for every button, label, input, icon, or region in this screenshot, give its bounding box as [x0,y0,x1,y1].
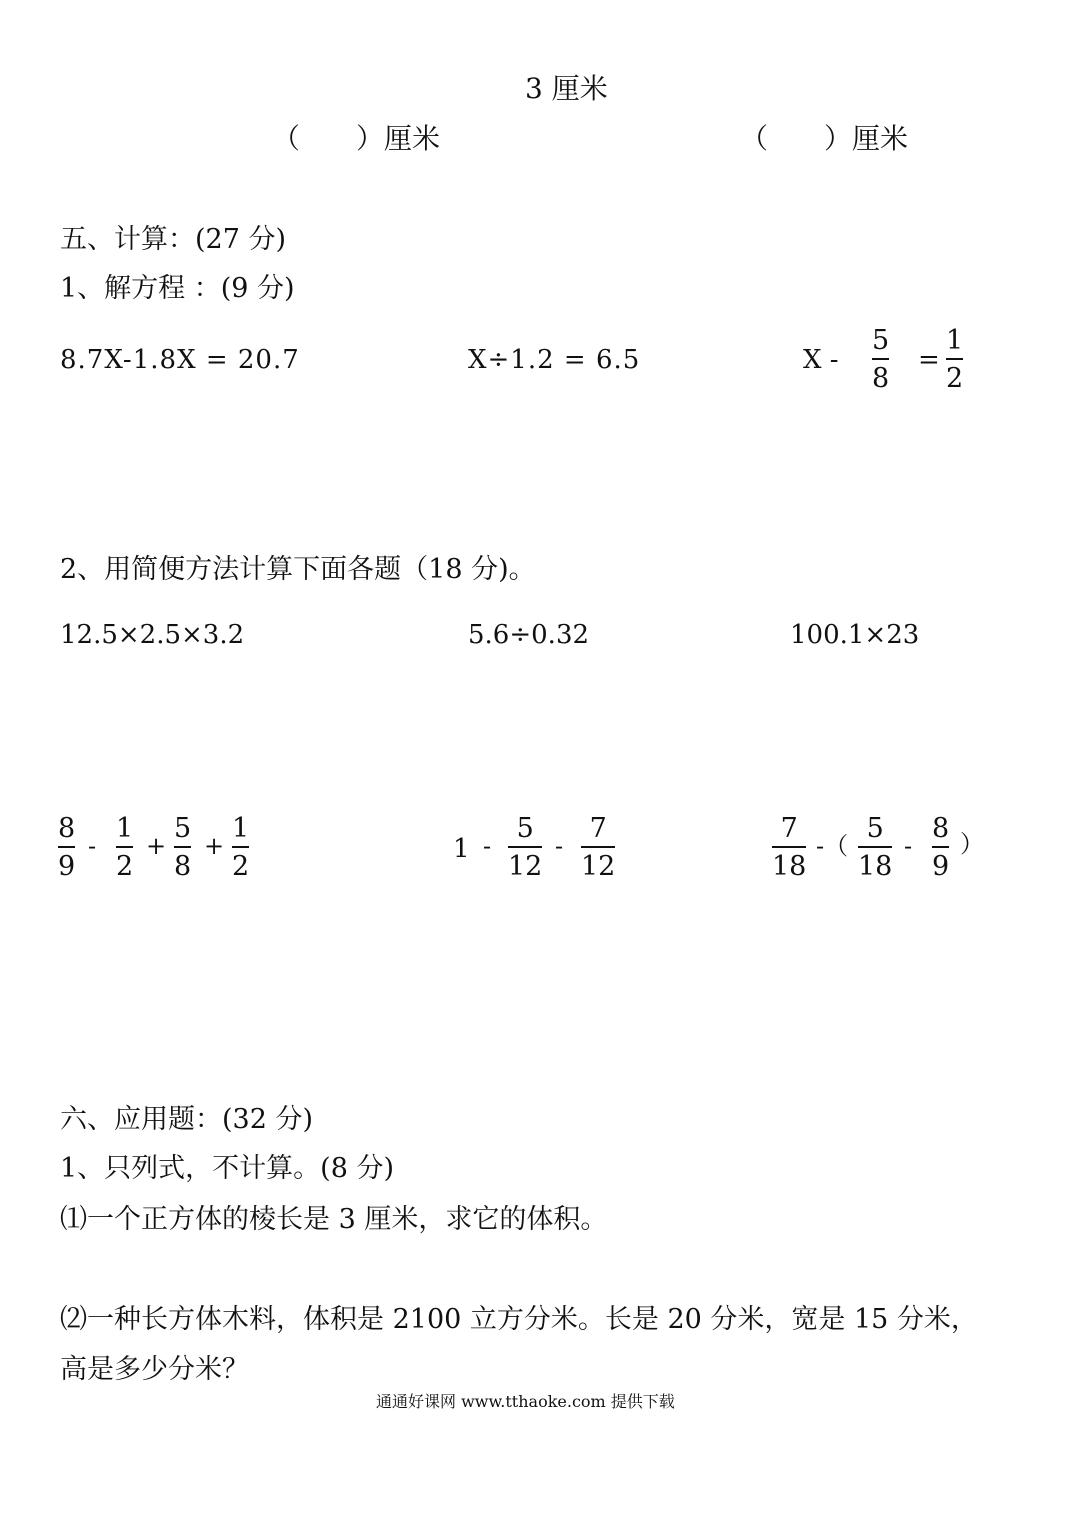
operator: -（ [816,832,849,860]
problem-1: ⑴一个正方体的棱长是 3 厘米，求它的体积。 [60,1204,608,1235]
fraction [232,815,249,880]
calc-3: 100.1×23 [790,620,920,650]
denominator: 18 [772,851,807,882]
operator: + [204,832,225,860]
leading-number: 1 [453,834,470,864]
blank-cm-right: （ ）厘米 [740,122,909,155]
numerator: 7 [589,813,607,844]
operator: - [555,832,564,860]
applied-question-1-title: 1、只列式，不计算。(8 分) [60,1153,395,1184]
equation-2: X÷1.2 = 6.5 [468,345,641,375]
numerator: 5 [516,813,534,844]
denominator: 8 [872,363,890,394]
operator: - [483,832,492,860]
problem-2-line-2: 高是多少分米？ [60,1354,249,1385]
denominator: 12 [581,851,616,882]
operator: - [904,832,913,860]
equation-1: 8.7X-1.8X = 20.7 [60,345,300,375]
fraction [932,815,949,880]
numerator: 1 [232,813,250,844]
denominator: 12 [508,851,543,882]
denominator: 9 [932,851,950,882]
section-6-title: 六、应用题：(32 分) [60,1104,314,1135]
numerator: 7 [780,813,798,844]
problem-2-line-1: ⑵一种长方体木料，体积是 2100 立方分米。长是 20 分米，宽是 15 分米， [60,1304,978,1335]
numerator: 8 [932,813,950,844]
numerator: 1 [946,325,964,356]
equals-sign: = [918,345,940,375]
fraction [858,815,892,880]
denominator: 18 [858,851,893,882]
denominator: 2 [116,851,134,882]
operator: - [88,832,97,860]
fraction [508,815,542,880]
numerator: 1 [116,813,134,844]
fraction [581,815,615,880]
footer-credit: 通通好课网 www.tthaoke.com 提供下载 [376,1392,675,1411]
fraction [872,327,889,392]
fraction [58,815,75,880]
denominator: 2 [946,363,964,394]
equation-3-lhs: X - [803,345,839,375]
numerator: 5 [872,325,890,356]
question-2-title: 2、用简便方法计算下面各题（18 分)。 [60,554,536,585]
closing-paren: ） [960,830,984,858]
denominator: 2 [232,851,250,882]
question-1-title: 1、解方程 ：(9 分) [60,273,295,304]
fraction [772,815,806,880]
fraction [116,815,133,880]
denominator: 9 [58,851,76,882]
section-5-title: 五、计算：(27 分) [60,224,287,255]
operator: + [146,832,167,860]
blank-cm-left: （ ）厘米 [272,122,441,155]
fraction [946,327,963,392]
numerator: 5 [866,813,884,844]
calc-1: 12.5×2.5×3.2 [60,620,245,650]
numerator: 5 [174,813,192,844]
calc-2: 5.6÷0.32 [468,620,590,650]
label-3cm: 3 厘米 [525,72,608,105]
numerator: 8 [58,813,76,844]
fraction [174,815,191,880]
denominator: 8 [174,851,192,882]
